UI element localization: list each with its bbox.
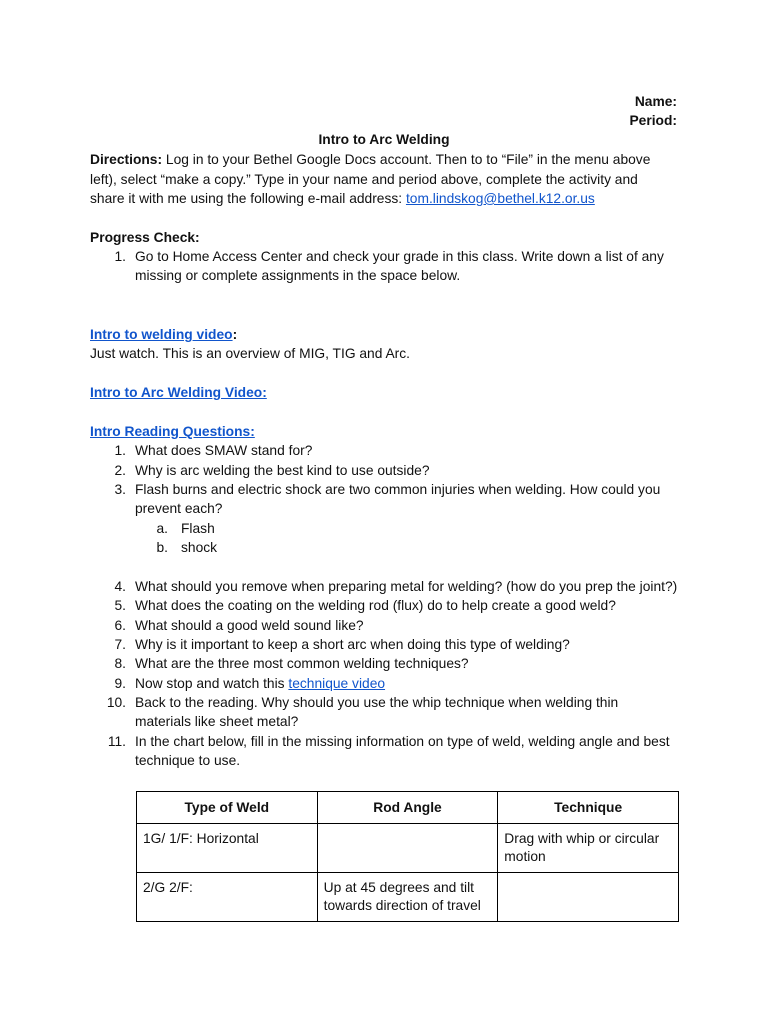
header-type-of-weld: Type of Weld <box>137 792 318 824</box>
directions-line-1: Directions: Log in to your Bethel Google Docs account. Then to to “File” in the menu above <box>90 152 651 167</box>
name-label: Name: <box>634 94 677 109</box>
document-title: Intro to Arc Welding <box>318 132 450 147</box>
welding-video-heading: Intro to welding video: <box>90 327 238 342</box>
progress-check-heading: Progress Check: <box>90 230 200 245</box>
directions-line-3: share it with me using the following e-mail address: tom.lindskog@bethel.k12.or.us <box>90 191 595 206</box>
table-cell[interactable]: 1G/ 1/F: Horizontal <box>137 824 318 873</box>
technique-video-link[interactable]: technique video <box>288 676 386 691</box>
table-cell[interactable]: Drag with whip or circular motion <box>498 824 679 873</box>
directions-line-2: left), select “make a copy.” Type in your name and period above, complete the activity and <box>90 172 638 187</box>
directions-label: Directions: <box>90 152 163 167</box>
table-cell[interactable] <box>498 873 679 922</box>
weld-chart-table <box>136 791 679 922</box>
table-row <box>137 824 679 873</box>
header-technique: Technique <box>498 792 679 824</box>
table-cell[interactable]: 2/G 2/F: <box>137 873 318 922</box>
reading-questions-heading <box>90 422 255 441</box>
table-cell[interactable] <box>317 824 498 873</box>
email-link[interactable]: tom.lindskog@bethel.k12.or.us <box>405 191 595 206</box>
arc-welding-video-link[interactable]: Intro to Arc Welding Video: <box>90 385 267 400</box>
table-header-row <box>137 792 679 824</box>
document-page: Name: Period: Intro to Arc Welding Directions: Log in to your Bethel Google Docs account. Then to to “File” in the menu above left), select “make a copy.” Type in your name and period above, complete the activity and share it with me using the following e-mail address: tom.lindskog@bethel.k12.or.us Progress Check: 1. Go to Home Access Center and check your grade in this class. Write down a list of any missing or complete assignments in the space below. Intro to welding video: Just watch. This is an overview of MIG, TIG and Arc. Intro to Arc Welding Video: Intro Reading Questions: 1. What does SMAW stand for? 2. Why is arc welding the best kind to use outside? 3. Flash burns and electric shock are two common injuries when welding. How could you prevent each? a. Flash b. shock 4. What should you remove when preparing metal for welding? (how do you prep the joint?) 5. What does the coating on the welding rod (flux) do to help create a good weld? 6. What should a good weld sound like? 7. Why is it important to keep a short arc when doing this type of welding? 8. What are the three most common welding techniques? 9. Now stop and watch this technique video 10. Back to the reading. Why should you use the whip technique when welding thin materials like sheet metal? 11. In the chart below, fill in the missing information on type of weld, welding angle and best technique to use. Type of Weld Rod Angle Technique 1G/ 1/F: Horizontal Drag with whip or circular motion 2/G 2/F: Up at 45 degrees and tilt towards direction of travel <box>0 0 768 1024</box>
welding-video-text: Just watch. This is an overview of MIG, TIG and Arc. <box>90 346 411 361</box>
period-label: Period: <box>629 113 677 128</box>
welding-video-link[interactable]: Intro to welding video <box>90 327 233 342</box>
table-cell[interactable]: Up at 45 degrees and tilt towards direction of travel <box>317 873 498 922</box>
header-rod-angle: Rod Angle <box>317 792 498 824</box>
reading-questions-link[interactable]: Intro Reading Questions: <box>90 424 255 439</box>
table-row <box>137 873 679 922</box>
arc-video-heading <box>90 383 267 402</box>
